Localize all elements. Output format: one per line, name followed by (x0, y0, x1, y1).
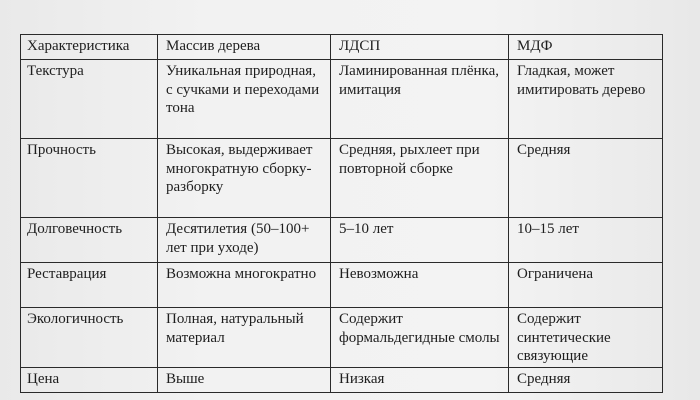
table-row (21, 308, 663, 368)
table-cell: Содержит синтетические связующие (509, 308, 663, 368)
table-cell: Низкая (331, 368, 509, 393)
table-row (21, 218, 663, 263)
table-cell: Средняя (509, 139, 663, 218)
table-cell: Содержит формальдегидные смолы (331, 308, 509, 368)
table-cell: Ограничена (509, 263, 663, 308)
row-label: Реставрация (21, 263, 158, 308)
table-cell: Полная, натуральный материал (158, 308, 331, 368)
table-cell: Средняя (509, 368, 663, 393)
table-row (21, 60, 663, 139)
table-cell: Невозможна (331, 263, 509, 308)
table-cell: Десятилетия (50–100+ лет при уходе) (158, 218, 331, 263)
table-cell: 5–10 лет (331, 218, 509, 263)
row-label: Цена (21, 368, 158, 393)
table-cell: Возможна многократно (158, 263, 331, 308)
table-row (21, 263, 663, 308)
row-label: Прочность (21, 139, 158, 218)
table-cell: 10–15 лет (509, 218, 663, 263)
comparison-table (20, 34, 663, 393)
header-cell: МДФ (509, 35, 663, 60)
row-label: Экологичность (21, 308, 158, 368)
table-cell: Выше (158, 368, 331, 393)
table-cell: Гладкая, может имитировать дерево (509, 60, 663, 139)
table-row (21, 139, 663, 218)
header-cell: Массив дерева (158, 35, 331, 60)
row-label: Долговечность (21, 218, 158, 263)
table-cell: Высокая, выдерживает многократную сборку-разборку (158, 139, 331, 218)
table-header-row (21, 35, 663, 60)
table-cell: Средняя, рыхлеет при повторной сборке (331, 139, 509, 218)
header-cell: Характеристика (21, 35, 158, 60)
table-row (21, 368, 663, 393)
table-cell: Ламинированная плёнка, имитация (331, 60, 509, 139)
table-cell: Уникальная природная, с сучками и переходами тона (158, 60, 331, 139)
header-cell: ЛДСП (331, 35, 509, 60)
row-label: Текстура (21, 60, 158, 139)
